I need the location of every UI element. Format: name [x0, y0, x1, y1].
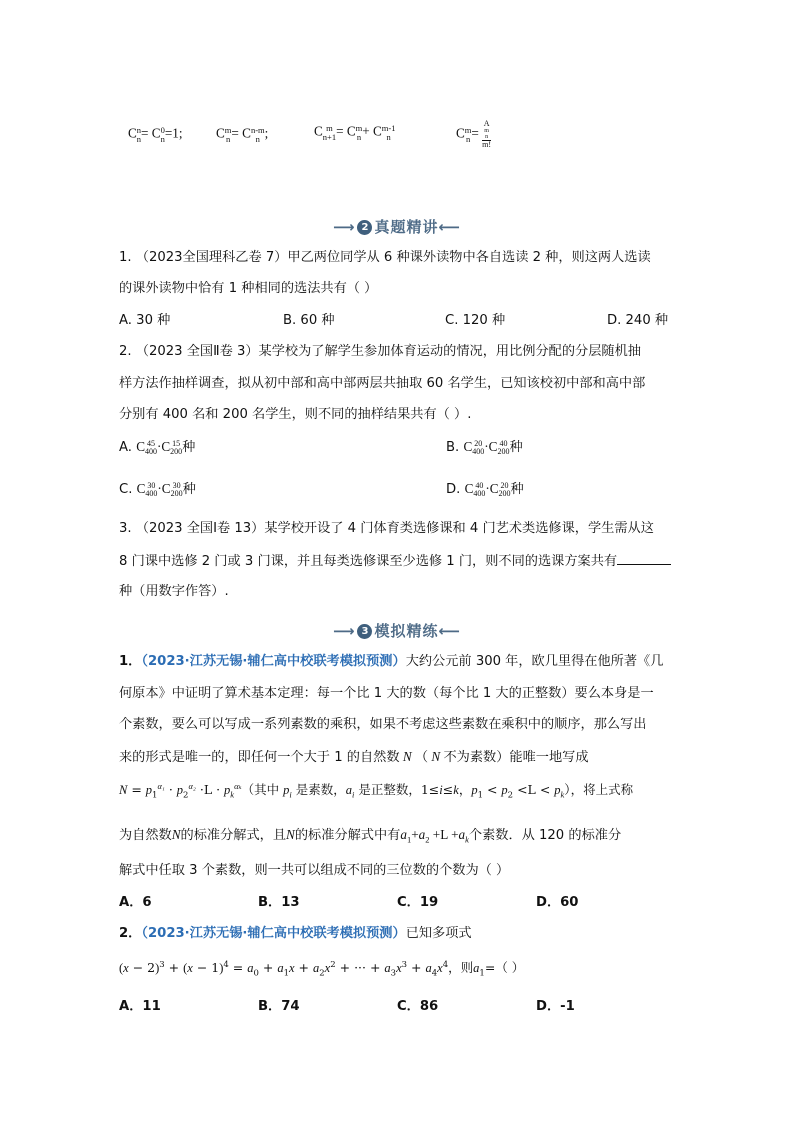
formula-2: C m n = C n-m n ; [216, 125, 269, 144]
question-1-line-1: 1. （2023全国理科乙卷 7）甲乙两位同学从 6 种课外读物中各自选读 2 种，则这两人选读 [119, 250, 651, 265]
formula-3: C m n+1 = C m n + C m-1 n [314, 123, 396, 142]
mock-1-option-b: B．13 [258, 895, 300, 910]
section-heading-real-exam: ⟶ 2 真题精讲⟵ [332, 218, 462, 236]
question-2-option-a: A. C 45 400 ·C 15 200 种 [119, 439, 196, 456]
number-3-badge-icon: 3 [357, 624, 372, 639]
question-2-line-2: 样方法作抽样调查，拟从初中部和高中部两层共抽取 60 名学生，已知该校初中部和高中部 [119, 376, 646, 391]
mock-1-option-c: C．19 [397, 895, 439, 910]
mock-1-line-4: 来的形式是唯一的，即任何一个大于 1 的自然数 N （ N 不为素数）能唯一地写成 [119, 749, 589, 765]
question-2-option-c: C. C 30 400 ·C 30 200 种 [119, 481, 196, 498]
mock-2-polynomial: $(x - 2)^3 + (x - 1)^4 = a_0 + a_1x + a_2x^2$ + ··· + $a_3x^3 + a_4x^4$，则$a_1=$（ ） [119, 959, 525, 979]
mock-2-option-b: B．74 [258, 999, 300, 1014]
question-2-option-b: B. C 20 400 ·C 40 200 种 [446, 439, 523, 456]
question-1-line-2: 的课外读物中恰有 1 种相同的选法共有（ ） [119, 281, 378, 296]
mock-2-option-a: A．11 [119, 999, 161, 1014]
mock-1-line-6: 为自然数N的标准分解式，且N的标准分解式中有$a_1+a_2 +L +a_k$个素数．从 120 的标准分 [119, 827, 622, 845]
mock-1-line-7: 解式中任取 3 个素数，则一共可以组成不同的三位数的个数为（ ） [119, 863, 510, 878]
question-2-line-3: 分别有 400 名和 200 名学生，则不同的抽样结果共有（ ）. [119, 407, 472, 422]
mock-1-option-d: D．60 [536, 895, 579, 910]
answer-blank[interactable] [617, 554, 671, 565]
question-1-option-a: A. 30 种 [119, 313, 171, 328]
mock-2-option-d: D．-1 [536, 999, 575, 1014]
question-1-option-b: B. 60 种 [283, 313, 335, 328]
question-1-option-d: D. 240 种 [607, 313, 669, 328]
number-2-badge-icon: 2 [357, 220, 372, 235]
mock-1-line-3: 个素数，要么可以写成一系列素数的乘积，如果不考虑这些素数在乘积中的顺序，那么写出 [119, 717, 647, 732]
formula-4: C m n = A m n m! [456, 119, 492, 149]
question-3-line-1: 3. （2023 全国Ⅰ卷 13）某学校开设了 4 门体育类选修课和 4 门艺术类选修课，学生需从这 [119, 521, 654, 536]
question-2-option-d: D. C 40 400 ·C 20 200 种 [446, 481, 524, 498]
mock-1-line-5: $N = p_1^{\alpha_1} \cdot p_2^{\alpha_2} \cdot L \cdot p_k^{\alpha_k}$（其中 $p_i$ 是素数，$a_i$ 是正整数，1≤i≤k，$p_1 < p_2 <L < p_k$），将上式称 [119, 780, 634, 801]
mock-1-option-a: A．6 [119, 895, 152, 910]
mock-2-option-c: C．86 [397, 999, 439, 1014]
question-3-line-2: 8 门课中选修 2 门或 3 门课，并且每类选修课至少选修 1 门，则不同的选课方案共有 [119, 554, 671, 568]
mock-1-line-1: 1．（2023·江苏无锡·辅仁高中校联考模拟预测）大约公元前 300 年，欧几里得在他所著《几 [119, 654, 664, 669]
mock-2-line-1: 2．（2023·江苏无锡·辅仁高中校联考模拟预测）已知多项式 [119, 926, 472, 941]
formula-1: C n n = C 0 n =1; [128, 125, 183, 144]
section-heading-mock-exam: ⟶ 3 模拟精练⟵ [332, 622, 462, 640]
question-1-option-c: C. 120 种 [445, 313, 506, 328]
mock-1-line-2: 何原本》中证明了算术基本定理：每一个比 1 大的数（每个比 1 大的正整数）要么本身是一 [119, 686, 654, 701]
question-2-line-1: 2. （2023 全国Ⅱ卷 3）某学校为了解学生参加体育运动的情况，用比例分配的分层随机抽 [119, 344, 641, 359]
question-3-line-3: 种（用数字作答）. [119, 584, 229, 599]
